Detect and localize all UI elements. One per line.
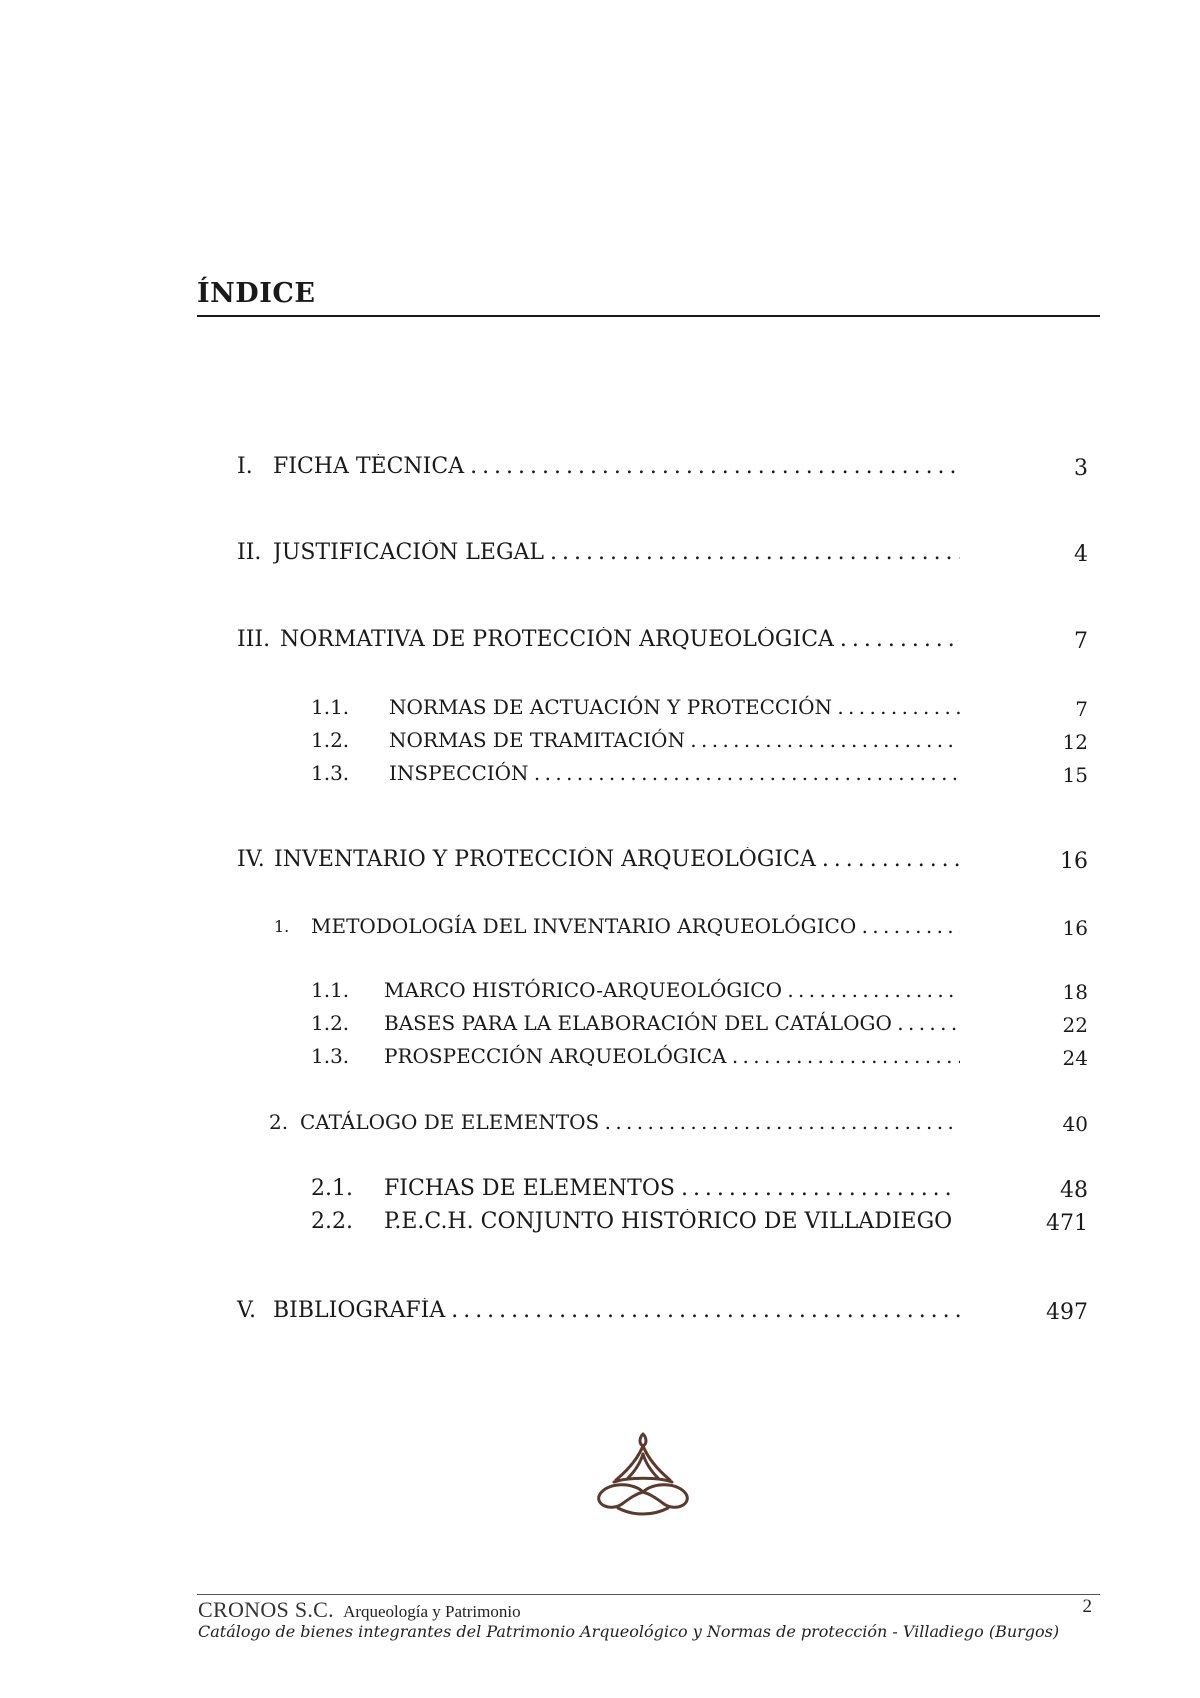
page-title: ÍNDICE — [197, 278, 316, 309]
fleuron-ornament-icon — [588, 1430, 698, 1520]
toc-entry-page: 4 — [1074, 542, 1088, 567]
toc-entry-page: 3 — [1074, 456, 1088, 481]
toc-entry[interactable] — [0, 914, 1200, 954]
toc-entry-page: 7 — [1075, 697, 1088, 721]
toc-entry[interactable] — [0, 1209, 1200, 1249]
toc-entry-number: 1.2. — [311, 728, 350, 752]
toc-entry[interactable] — [0, 1298, 1200, 1338]
footer-description: Catálogo de bienes integrantes del Patrimonio Arqueológico y Normas de protección - Villadiego (Burgos) — [198, 1622, 1060, 1641]
toc-entry-page: 24 — [1062, 1046, 1088, 1070]
toc-entry-page: 16 — [1062, 916, 1088, 940]
toc-entry-title: NORMAS DE ACTUACIÓN Y PROTECCIÓN . . . — [389, 695, 960, 719]
toc-entry[interactable] — [0, 540, 1200, 580]
toc-entry[interactable] — [0, 761, 1200, 801]
toc-entry-page: 7 — [1074, 629, 1088, 654]
toc-entry-number: I. — [237, 454, 253, 479]
toc-entry-page: 22 — [1062, 1013, 1088, 1037]
toc-entry-page: 497 — [1046, 1300, 1088, 1325]
toc-entry-page: 40 — [1062, 1112, 1088, 1136]
toc-entry-title: P.E.C.H. CONJUNTO HISTÓRICO DE VILLADIEGO — [384, 1209, 953, 1234]
toc-entry-number: 2.2. — [311, 1209, 353, 1234]
toc-entry[interactable] — [0, 847, 1200, 887]
toc-entry-title: BIBLIOGRAFÍA . . . — [273, 1298, 960, 1323]
toc-entry-number: 2.1. — [311, 1176, 353, 1201]
toc-entry-title: FICHA TÉCNICA . . . — [273, 454, 960, 479]
toc-entry-title: NORMATIVA DE PROTECCIÓN ARQUEOLÓGICA . . . — [280, 627, 960, 652]
toc-entry-number: III. — [237, 627, 271, 652]
toc-entry-page: 48 — [1060, 1178, 1088, 1203]
toc-entry[interactable] — [0, 1110, 1200, 1150]
toc-entry-number: 1.1. — [311, 695, 350, 719]
toc-entry-title: METODOLOGÍA DEL INVENTARIO ARQUEOLÓGICO . . . — [311, 914, 960, 938]
toc-entry-title: INSPECCIÓN . . . — [389, 761, 960, 785]
footer-page-number: 2 — [1082, 1596, 1092, 1617]
toc-entry-number: 1.1. — [311, 978, 350, 1002]
toc-entry-number: 1. — [274, 917, 290, 936]
toc-entry-title: BASES PARA LA ELABORACIÓN DEL CATÁLOGO . . . — [384, 1011, 960, 1035]
toc-entry-page: 471 — [1046, 1211, 1088, 1236]
footer-brand — [198, 1597, 521, 1623]
footer-rule — [197, 1594, 1100, 1595]
toc-entry-number: 1.2. — [311, 1011, 350, 1035]
toc-entry-page: 15 — [1062, 763, 1088, 787]
toc-entry-title: PROSPECCIÓN ARQUEOLÓGICA . . . — [384, 1044, 960, 1068]
toc-entry-page: 18 — [1062, 980, 1088, 1004]
toc-entry-number: 1.3. — [311, 761, 350, 785]
toc-entry-number: V. — [237, 1298, 257, 1323]
toc-entry[interactable] — [0, 627, 1200, 667]
toc-entry-title: NORMAS DE TRAMITACIÓN . . . — [389, 728, 960, 752]
title-rule — [197, 315, 1100, 317]
toc-entry-number: 2. — [269, 1110, 289, 1134]
toc-entry-title: JUSTIFICACIÓN LEGAL . . . — [273, 540, 960, 565]
toc-entry-title: MARCO HISTÓRICO-ARQUEOLÓGICO . . . — [384, 978, 960, 1002]
toc-entry-number: IV. — [237, 847, 265, 872]
toc-entry-title: CATÁLOGO DE ELEMENTOS . . . — [300, 1110, 955, 1134]
toc-entry-number: 1.3. — [311, 1044, 350, 1068]
toc-entry-number: II. — [237, 540, 262, 565]
footer-brand-subtitle: Arqueología y Patrimonio — [343, 1602, 521, 1621]
toc-entry-page: 12 — [1062, 730, 1088, 754]
toc-entry-title: INVENTARIO Y PROTECCIÓN ARQUEOLÓGICA . . . — [274, 847, 960, 872]
footer-brand-name: CRONOS S.C. — [198, 1597, 334, 1622]
toc-entry[interactable] — [0, 454, 1200, 494]
toc-entry-title: FICHAS DE ELEMENTOS . . . — [384, 1176, 955, 1201]
toc-entry-page: 16 — [1060, 849, 1088, 874]
toc-entry[interactable] — [0, 1044, 1200, 1084]
